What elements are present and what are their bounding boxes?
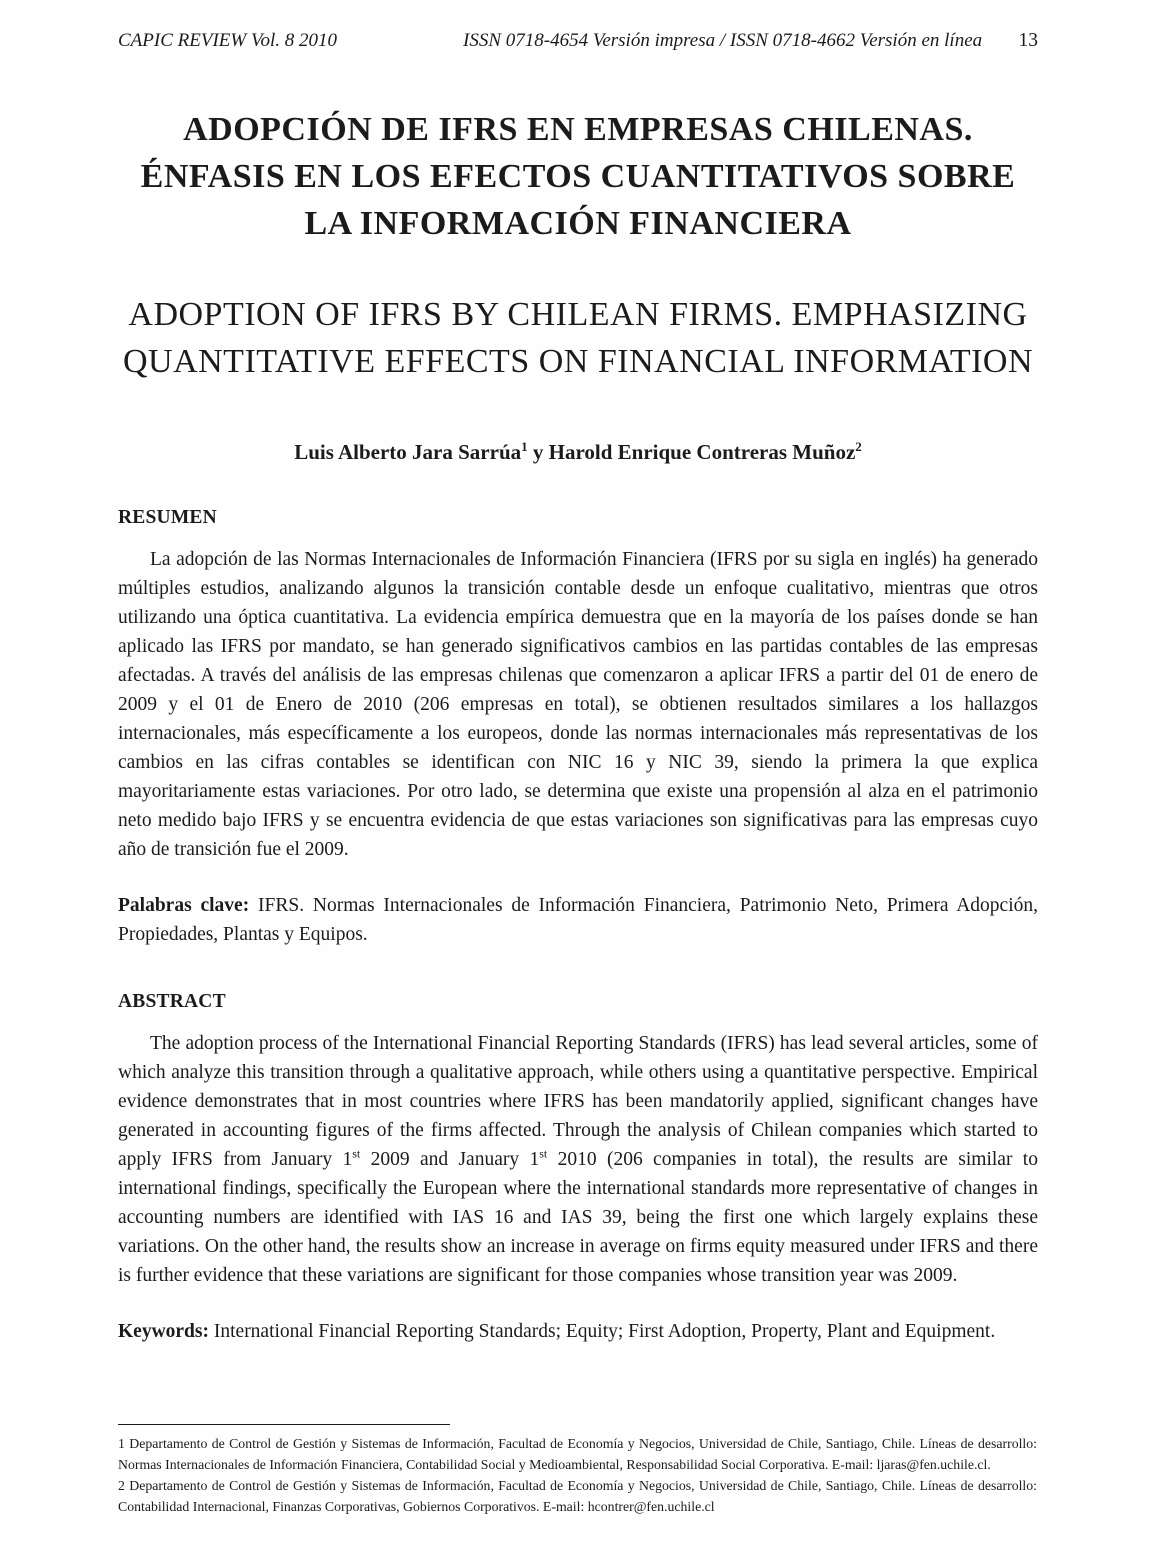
footnote-1: 1 Departamento de Control de Gestión y Sistemas de Información, Facultad de Economía y Negocios, Universidad de Chile, Santiago, Chile. Líneas de desarrollo: Normas Internacionales de Información Financiera, Contabilidad Social y Medioambiental, Responsabilidad Social Corporativa. E-mail: ljaras@fen.uchile.cl.	[118, 1436, 1037, 1472]
running-header	[118, 30, 1038, 52]
authors-line: Luis Alberto Jara Sarrúa$^1$ y Harold Enrique Contreras Muñoz$^2$	[294, 439, 862, 464]
journal-title: CAPIC REVIEW Vol. 8 2010	[118, 30, 337, 51]
palabras-clave-text: IFRS. Normas Internacionales de Información Financiera, Patrimonio Neto, Primera Adopción, Propiedades, Plantas y Equipos.	[118, 895, 1039, 945]
article-title-english: ADOPTION OF IFRS BY CHILEAN FIRMS. EMPHASIZING QUANTITATIVE EFFECTS ON FINANCIAL INFORMATION	[122, 296, 1034, 380]
footnotes-block	[118, 1424, 1037, 1517]
keywords-text: International Financial Reporting Standards; Equity; First Adoption, Property, Plant and Equipment.	[209, 1321, 996, 1342]
issn-line: ISSN 0718-4654 Versión impresa / ISSN 0718-4662 Versión en línea	[463, 30, 983, 51]
keywords-line	[118, 1317, 1038, 1346]
abstract-heading: ABSTRACT	[118, 991, 226, 1012]
footnote-separator-rule	[118, 1424, 450, 1425]
resumen-heading: RESUMEN	[118, 507, 217, 528]
palabras-clave-label: Palabras clave:	[118, 895, 250, 916]
article-title-spanish: ADOPCIÓN DE IFRS EN EMPRESAS CHILENAS. ÉNFASIS EN LOS EFECTOS CUANTITATIVOS SOBRE LA INFORMACIÓN FINANCIERA	[140, 111, 1016, 242]
resumen-paragraph: La adopción de las Normas Internacionales de Información Financiera (IFRS por su sigla en inglés) ha generado múltiples estudios, analizando algunos la transición contable desde un enfoque cualitativo, mientras que otros utilizando una óptica cuantitativa. La evidencia empírica demuestra que en la mayoría de los países donde se han aplicado las IFRS por mandato, se han generado significativos cambios en las partidas contables de las empresas afectadas. A través del análisis de las empresas chilenas que comenzaron a aplicar IFRS a partir del 01 de enero de 2009 y el 01 de Enero de 2010 (206 empresas en total), se obtienen resultados similares a los hallazgos internacionales, más específicamente a los europeos, donde las normas internacionales más representativas de los cambios en las cifras contables se identifican con NIC 16 y NIC 39, siendo la primera la que explica mayoritariamente estas variaciones. Por otro lado, se determina que existe una propensión al alza en el patrimonio neto medido bajo IFRS y se encuentra evidencia de que estas variaciones son significativas para las empresas cuyo año de transición fue el 2009.	[118, 549, 1038, 860]
abstract-paragraph: The adoption process of the International Financial Reporting Standards (IFRS) has lead several articles, some of which analyze this transition through a qualitative approach, while others using a quantitative perspective. Empirical evidence demonstrates that in most countries where IFRS has been mandatorily applied, significant changes have generated in accounting figures of the firms affected. Through the analysis of Chilean companies which started to apply IFRS from January 1st 2009 and January 1st 2010 (206 companies in total), the results are similar to international findings, specifically the European where the international standards more representative of changes in accounting numbers are identified with IAS 16 and IAS 39, being the first one which largely explains these variations. On the other hand, the results show an increase in average on firms equity measured under IFRS and there is further evidence that these variations are significant for those companies whose transition year was 2009.	[118, 1033, 1038, 1286]
palabras-clave-line	[118, 891, 1038, 949]
page-number: 13	[1018, 30, 1038, 51]
footnote-2: 2 Departamento de Control de Gestión y Sistemas de Información, Facultad de Economía y Negocios, Universidad de Chile, Santiago, Chile. Líneas de desarrollo: Contabilidad Internacional, Finanzas Corporativas, Gobiernos Corporativos. E-mail: hcontrer@fen.uchile.cl	[118, 1478, 1037, 1514]
keywords-label: Keywords:	[118, 1321, 209, 1342]
